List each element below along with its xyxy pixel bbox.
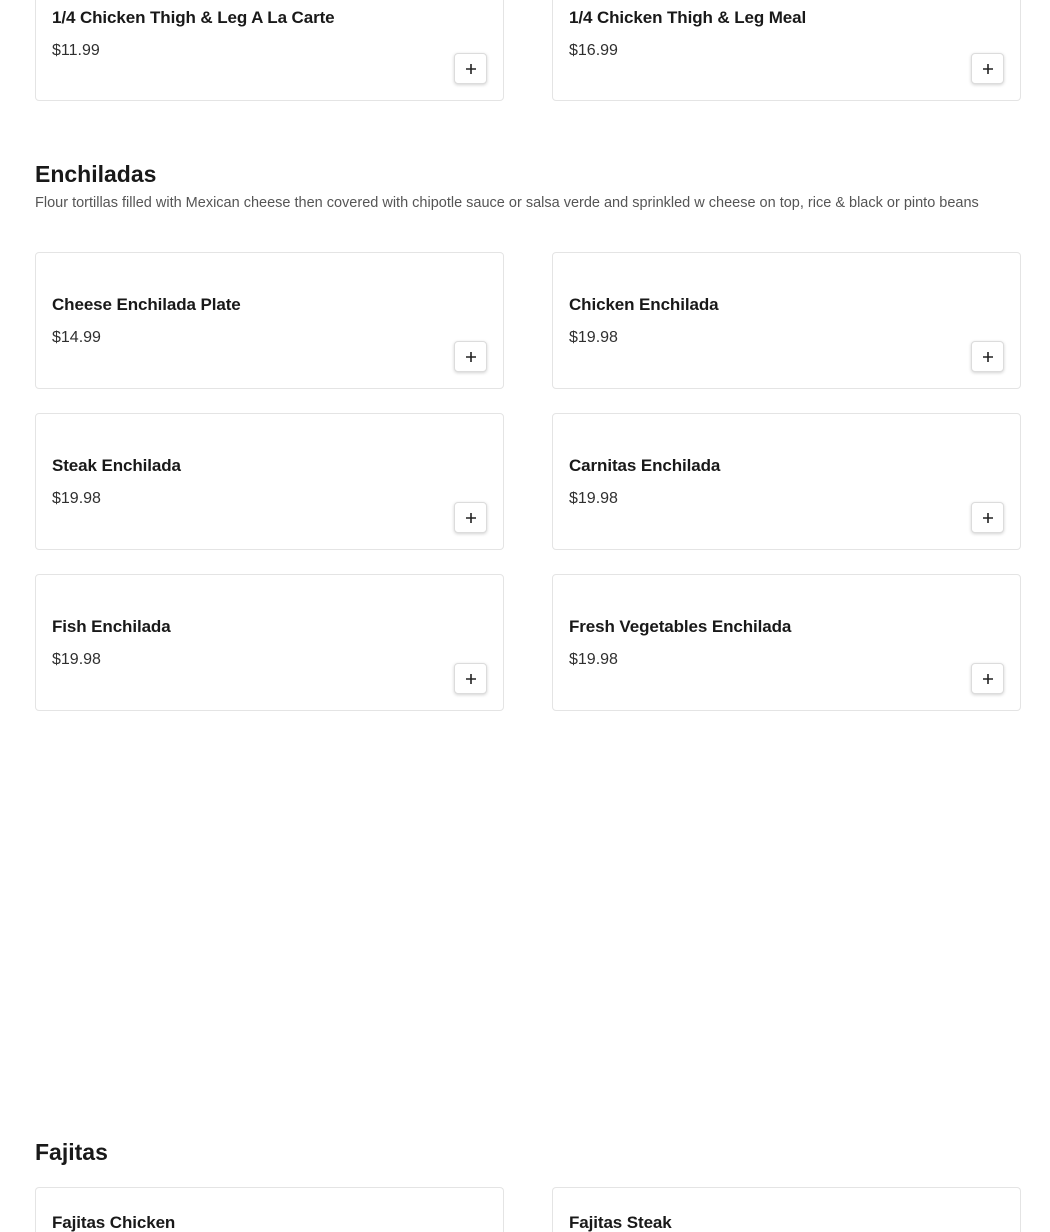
item-price: $19.98 <box>569 651 618 668</box>
item-name: Chicken Enchilada <box>569 295 719 314</box>
item-name: Carnitas Enchilada <box>569 456 721 475</box>
add-item-button[interactable] <box>454 53 487 84</box>
item-name: Fish Enchilada <box>52 617 171 636</box>
item-name: Steak Enchilada <box>52 456 181 475</box>
item-name: Fajitas Chicken <box>52 1213 176 1232</box>
plus-icon <box>465 673 477 685</box>
item-name: Cheese Enchilada Plate <box>52 295 241 314</box>
add-item-button[interactable] <box>971 502 1004 533</box>
menu-item-card[interactable] <box>35 252 504 389</box>
menu-item-card[interactable] <box>552 1187 1021 1232</box>
plus-icon <box>982 673 994 685</box>
menu-item-card[interactable] <box>35 413 504 550</box>
plus-icon <box>465 512 477 524</box>
item-price: $14.99 <box>52 329 101 346</box>
item-price: $19.98 <box>569 329 618 346</box>
plus-icon <box>465 351 477 363</box>
section-title-fajitas: Fajitas <box>35 1139 108 1165</box>
add-item-button[interactable] <box>971 663 1004 694</box>
item-name: 1/4 Chicken Thigh & Leg A La Carte <box>52 8 335 27</box>
item-name: 1/4 Chicken Thigh & Leg Meal <box>569 8 807 27</box>
plus-icon <box>982 63 994 75</box>
add-item-button[interactable] <box>971 341 1004 372</box>
item-price: $19.98 <box>569 490 618 507</box>
plus-icon <box>982 512 994 524</box>
add-item-button[interactable] <box>454 502 487 533</box>
menu-item-card[interactable] <box>35 0 504 101</box>
menu-item-card[interactable] <box>552 413 1021 550</box>
item-name: Fajitas Steak <box>569 1213 672 1232</box>
menu-item-card[interactable] <box>552 574 1021 711</box>
add-item-button[interactable] <box>971 53 1004 84</box>
add-item-button[interactable] <box>454 341 487 372</box>
menu-item-card[interactable] <box>35 574 504 711</box>
item-price: $16.99 <box>569 42 618 59</box>
plus-icon <box>982 351 994 363</box>
item-name: Fresh Vegetables Enchilada <box>569 617 792 636</box>
add-item-button[interactable] <box>454 663 487 694</box>
plus-icon <box>465 63 477 75</box>
item-price: $19.98 <box>52 490 101 507</box>
section-title-enchiladas: Enchiladas <box>35 161 157 187</box>
item-price: $11.99 <box>52 42 100 59</box>
section-description: Flour tortillas filled with Mexican cheese then covered with chipotle sauce or salsa verde and sprinkled w cheese on top, rice & black or pinto beans <box>35 195 979 211</box>
menu-item-card[interactable] <box>552 0 1021 101</box>
menu-item-card[interactable] <box>35 1187 504 1232</box>
menu-item-card[interactable] <box>552 252 1021 389</box>
item-price: $19.98 <box>52 651 101 668</box>
